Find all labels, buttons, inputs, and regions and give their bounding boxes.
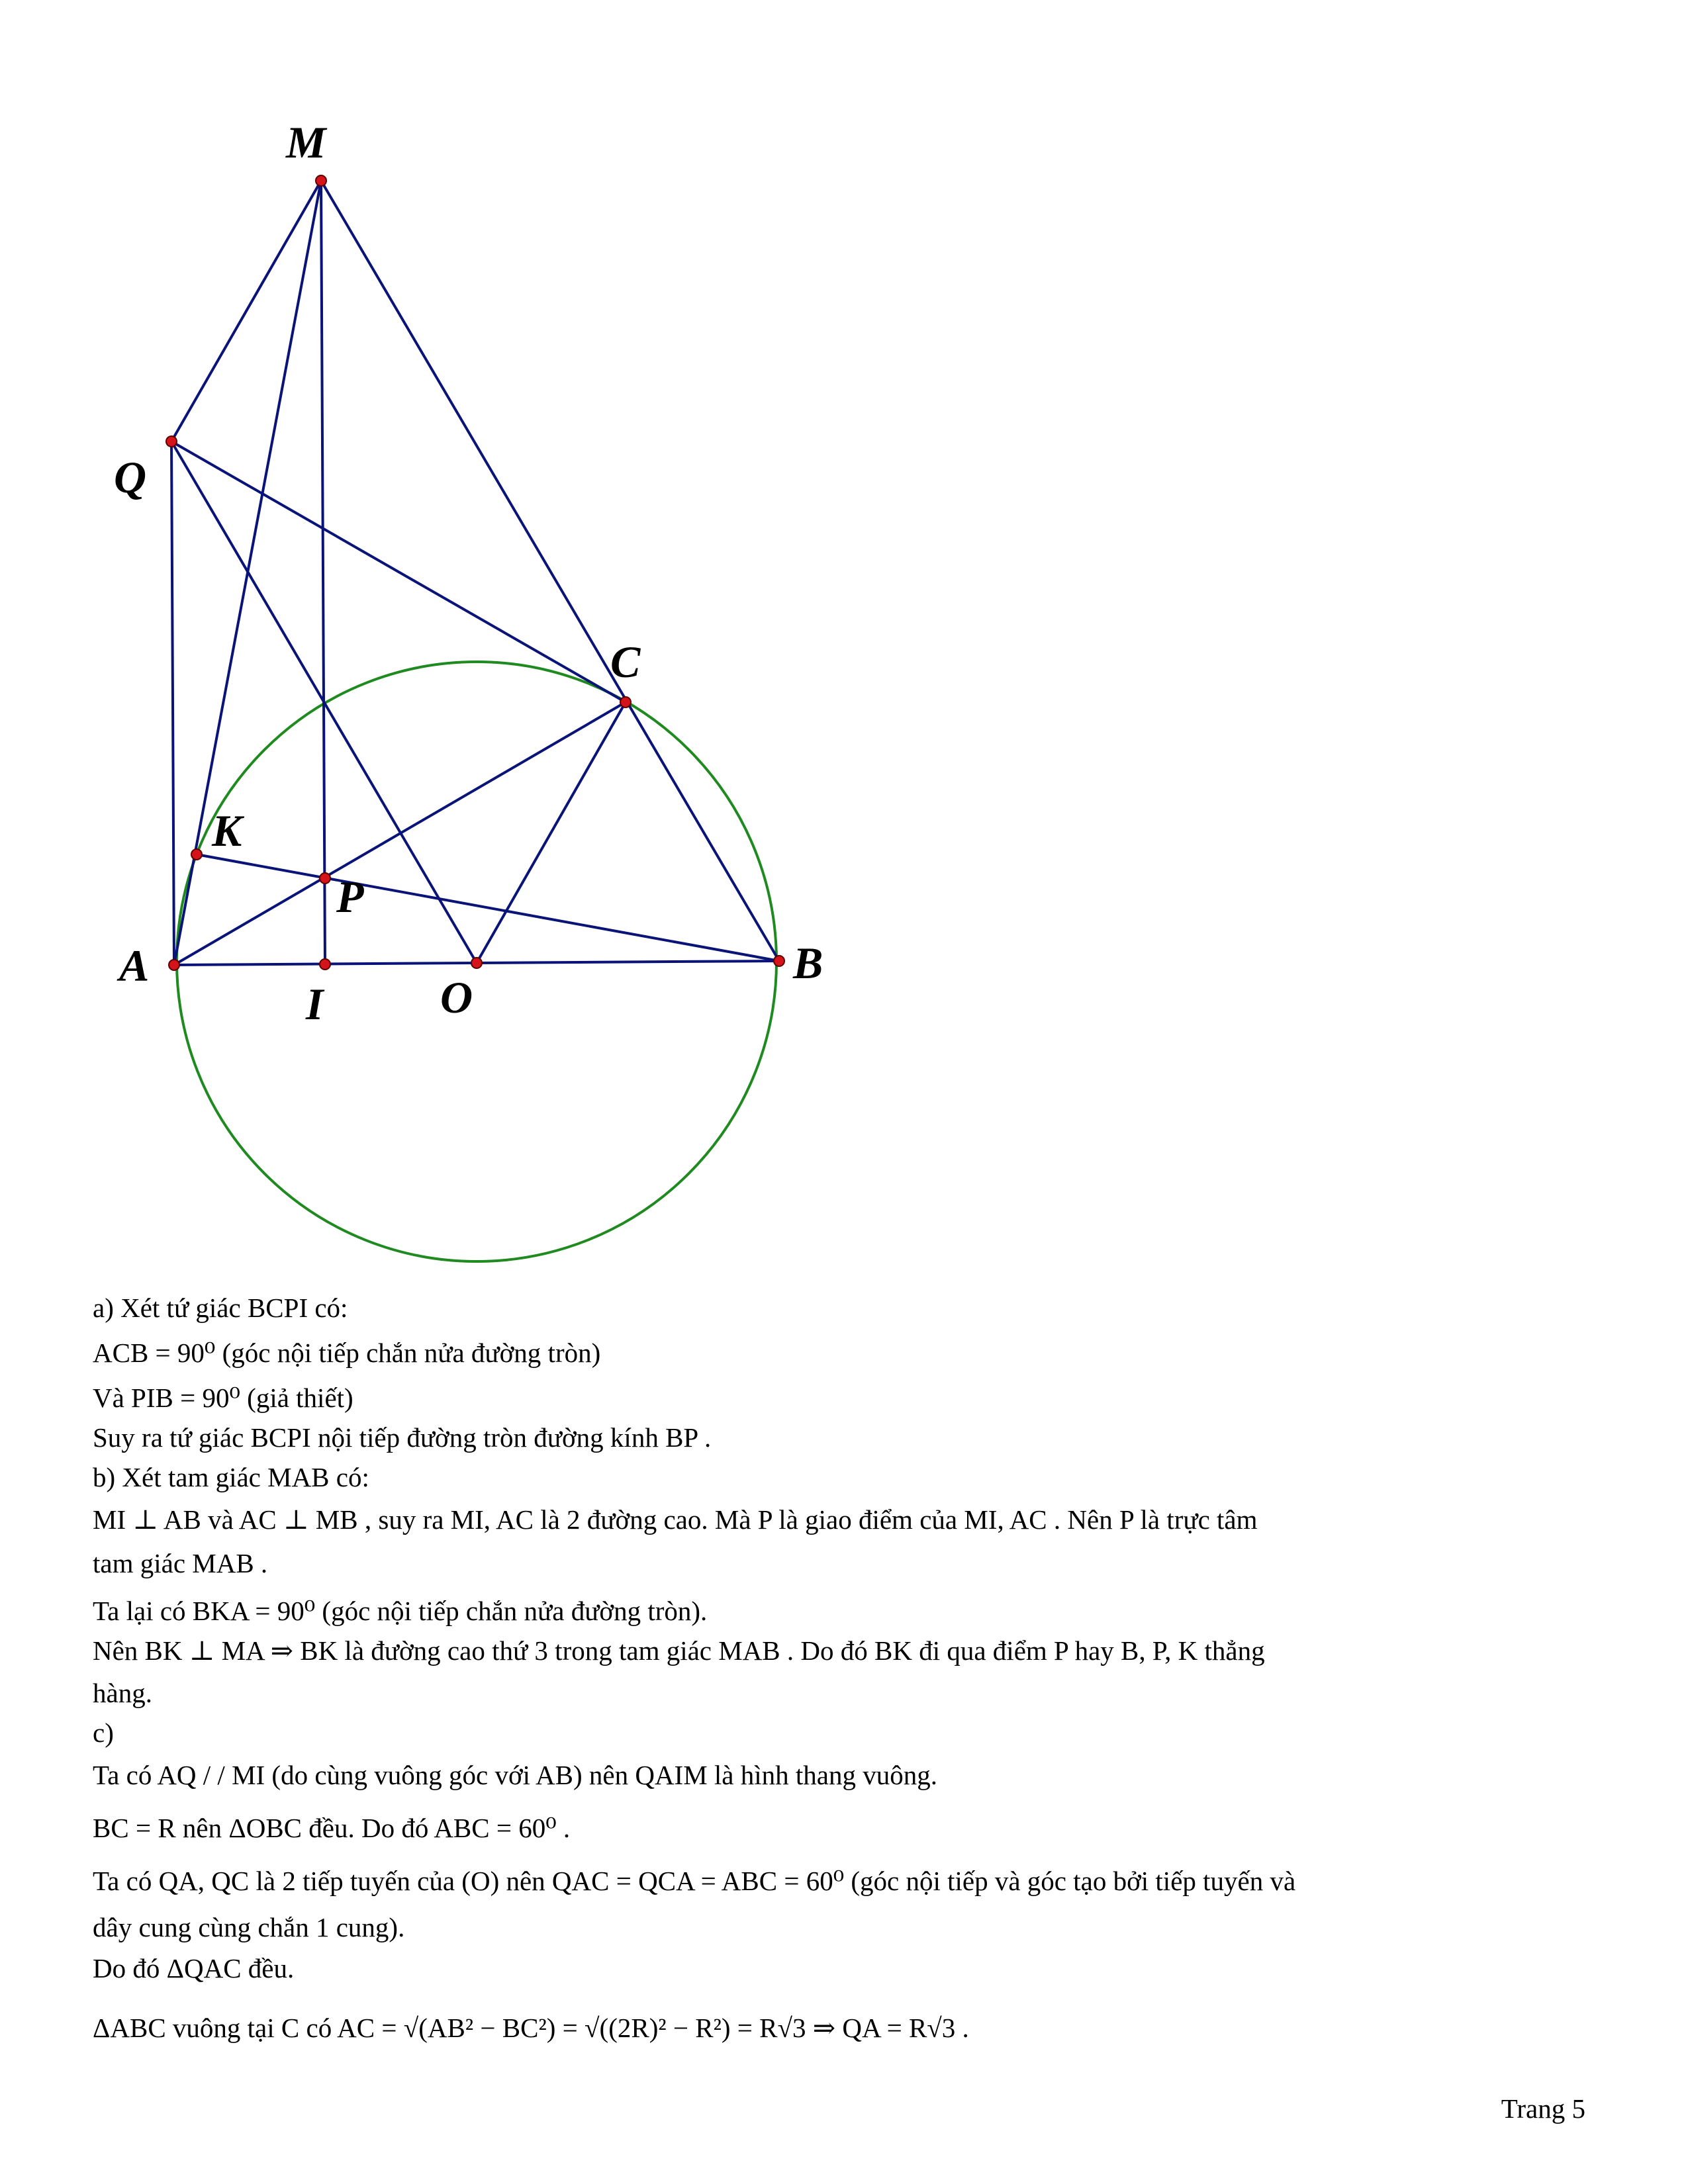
part-c-line-5: dây cung cùng chắn 1 cung).: [93, 1912, 405, 1942]
part-b-line-3: tam giác MAB .: [93, 1548, 268, 1578]
segment-qc: [171, 441, 626, 702]
point-i: [320, 959, 330, 970]
segment-mi: [321, 181, 325, 964]
point-p: [320, 873, 330, 884]
point-c: [620, 697, 631, 707]
part-c-line-4: Ta có QA, QC là 2 tiếp tuyến của (O) nên QAC = QCA = ABC = 60⁰ (góc nội tiếp và góc tạo bởi tiếp tuyến và: [93, 1866, 1296, 1896]
label-b: B: [793, 938, 823, 988]
part-a-line-2: ACB = 90⁰ (góc nội tiếp chắn nửa đường tròn): [93, 1338, 601, 1368]
point-o: [471, 958, 482, 968]
part-a-line-4: Suy ra tứ giác BCPI nội tiếp đường tròn đường kính BP .: [93, 1422, 712, 1453]
part-a-line-3: Và PIB = 90⁰ (giả thiết): [93, 1383, 353, 1413]
label-m: M: [286, 117, 326, 167]
label-k: K: [212, 805, 242, 856]
label-p: P: [336, 872, 364, 922]
label-c: C: [610, 637, 641, 687]
part-b-line-2: MI ⊥ AB và AC ⊥ MB , suy ra MI, AC là 2 đường cao. Mà P là giao điểm của MI, AC . Nên P là trực tâm: [93, 1504, 1258, 1535]
part-a-heading: a) Xét tứ giác BCPI có:: [93, 1293, 348, 1323]
label-o: O: [440, 972, 473, 1023]
part-c-line-6: Do đó ΔQAC đều.: [93, 1953, 295, 1983]
point-a: [169, 960, 179, 970]
label-q: Q: [114, 452, 147, 502]
point-q: [166, 436, 177, 447]
segment-qa: [171, 441, 174, 965]
point-k: [191, 849, 202, 860]
segment-mb: [321, 181, 779, 961]
part-b-line-5: Nên BK ⊥ MA ⇒ BK là đường cao thứ 3 trong tam giác MAB . Do đó BK đi qua điểm P hay B, P, K thẳng: [93, 1635, 1265, 1666]
part-b-heading: b) Xét tam giác MAB có:: [93, 1462, 369, 1492]
segment-mq: [171, 181, 321, 441]
part-c-line-7: ΔABC vuông tại C có AC = √(AB² − BC²) = √((2R)² − R²) = R√3 ⇒ QA = R√3 .: [93, 2013, 969, 2043]
point-m: [316, 175, 326, 186]
label-a: A: [119, 940, 150, 991]
label-i: I: [306, 979, 324, 1029]
part-c-heading: c): [93, 1717, 114, 1748]
part-b-line-6: hàng.: [93, 1678, 152, 1708]
segment-oc: [477, 702, 626, 963]
point-b: [774, 956, 784, 966]
page-number: Trang 5: [1501, 2093, 1585, 2124]
part-b-line-4: Ta lại có BKA = 90⁰ (góc nội tiếp chắn nửa đường tròn).: [93, 1596, 708, 1626]
part-c-line-3: BC = R nên ΔOBC đều. Do đó ABC = 60⁰ .: [93, 1813, 571, 1843]
part-c-line-2: Ta có AQ / / MI (do cùng vuông góc với AB) nên QAIM là hình thang vuông.: [93, 1760, 937, 1790]
